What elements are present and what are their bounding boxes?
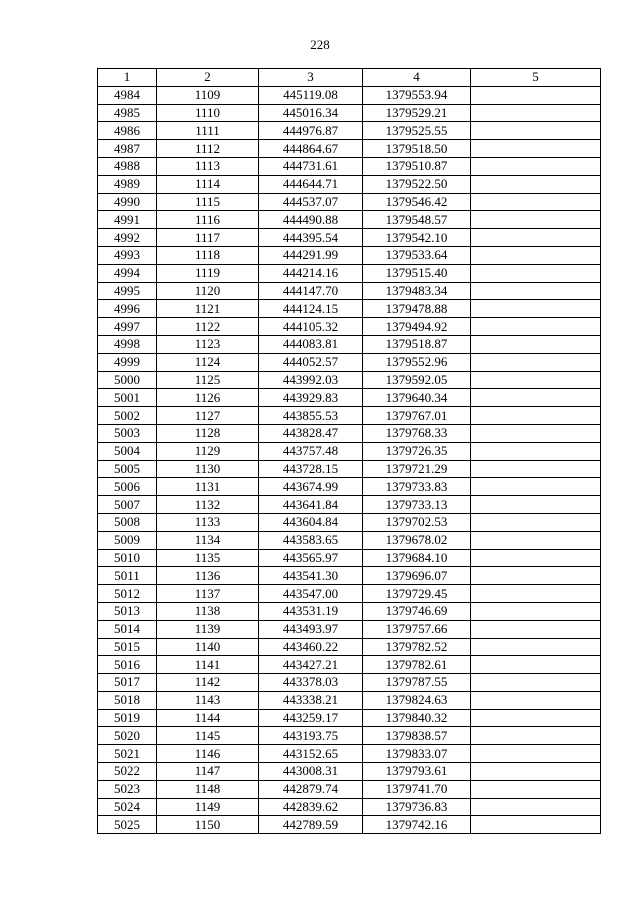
table-cell-col-2: 1112 bbox=[157, 140, 259, 158]
table-cell-col-3: 443193.75 bbox=[259, 727, 363, 745]
table-cell-col-1: 5017 bbox=[98, 674, 157, 692]
table-cell-col-2: 1131 bbox=[157, 478, 259, 496]
table-cell-col-5 bbox=[471, 691, 601, 709]
table-cell-col-4: 1379546.42 bbox=[363, 193, 471, 211]
table-cell-col-2: 1134 bbox=[157, 531, 259, 549]
table-cell-col-3: 444537.07 bbox=[259, 193, 363, 211]
table-cell-col-1: 5001 bbox=[98, 389, 157, 407]
table-cell-col-2: 1148 bbox=[157, 780, 259, 798]
table-cell-col-1: 4993 bbox=[98, 246, 157, 264]
table-cell-col-3: 443541.30 bbox=[259, 567, 363, 585]
table-row bbox=[98, 798, 601, 816]
table-cell-col-1: 5021 bbox=[98, 745, 157, 763]
table-cell-col-1: 5007 bbox=[98, 496, 157, 514]
table-row bbox=[98, 763, 601, 781]
table-row bbox=[98, 674, 601, 692]
table-cell-col-2: 1123 bbox=[157, 335, 259, 353]
table-cell-col-3: 444124.15 bbox=[259, 300, 363, 318]
table-cell-col-3: 444395.54 bbox=[259, 229, 363, 247]
table-cell-col-1: 5023 bbox=[98, 780, 157, 798]
table-cell-col-3: 444083.81 bbox=[259, 335, 363, 353]
table-cell-col-3: 443583.65 bbox=[259, 531, 363, 549]
table-cell-col-5 bbox=[471, 763, 601, 781]
table-cell-col-3: 443152.65 bbox=[259, 745, 363, 763]
table-cell-col-2: 1146 bbox=[157, 745, 259, 763]
table-cell-col-5 bbox=[471, 246, 601, 264]
table-row bbox=[98, 727, 601, 745]
table-cell-col-3: 443460.22 bbox=[259, 638, 363, 656]
table-cell-col-3: 443008.31 bbox=[259, 763, 363, 781]
table-row bbox=[98, 371, 601, 389]
table-cell-col-5 bbox=[471, 371, 601, 389]
table-cell-col-4: 1379678.02 bbox=[363, 531, 471, 549]
table-cell-col-3: 443547.00 bbox=[259, 585, 363, 603]
table-cell-col-4: 1379515.40 bbox=[363, 264, 471, 282]
table-row bbox=[98, 585, 601, 603]
table-row bbox=[98, 513, 601, 531]
table-cell-col-2: 1119 bbox=[157, 264, 259, 282]
table-cell-col-4: 1379552.96 bbox=[363, 353, 471, 371]
page-number: 228 bbox=[310, 37, 330, 52]
table-cell-col-4: 1379510.87 bbox=[363, 157, 471, 175]
table-cell-col-1: 5005 bbox=[98, 460, 157, 478]
table-cell-col-3: 445016.34 bbox=[259, 104, 363, 122]
table-row bbox=[98, 567, 601, 585]
table-cell-col-3: 443757.48 bbox=[259, 442, 363, 460]
table-cell-col-3: 445119.08 bbox=[259, 86, 363, 104]
table-cell-col-5 bbox=[471, 193, 601, 211]
table-cell-col-2: 1137 bbox=[157, 585, 259, 603]
table-cell-col-1: 5018 bbox=[98, 691, 157, 709]
table-cell-col-3: 443338.21 bbox=[259, 691, 363, 709]
table-cell-col-1: 5006 bbox=[98, 478, 157, 496]
table-cell-col-5 bbox=[471, 424, 601, 442]
table-cell-col-5 bbox=[471, 620, 601, 638]
table-cell-col-3: 443855.53 bbox=[259, 407, 363, 425]
table-cell-col-5 bbox=[471, 656, 601, 674]
table-cell-col-2: 1120 bbox=[157, 282, 259, 300]
table-cell-col-3: 443427.21 bbox=[259, 656, 363, 674]
table-cell-col-4: 1379726.35 bbox=[363, 442, 471, 460]
table-row bbox=[98, 407, 601, 425]
table-cell-col-1: 5003 bbox=[98, 424, 157, 442]
table-cell-col-4: 1379840.32 bbox=[363, 709, 471, 727]
table-cell-col-3: 443531.19 bbox=[259, 602, 363, 620]
table-cell-col-1: 5013 bbox=[98, 602, 157, 620]
table-cell-col-5 bbox=[471, 318, 601, 336]
table-cell-col-5 bbox=[471, 496, 601, 514]
table-cell-col-4: 1379741.70 bbox=[363, 780, 471, 798]
table-row bbox=[98, 620, 601, 638]
table-cell-col-5 bbox=[471, 674, 601, 692]
table-cell-col-5 bbox=[471, 709, 601, 727]
table-cell-col-2: 1128 bbox=[157, 424, 259, 442]
table-cell-col-1: 4999 bbox=[98, 353, 157, 371]
table-cell-col-1: 4985 bbox=[98, 104, 157, 122]
column-header-5: 5 bbox=[471, 69, 601, 87]
table-cell-col-2: 1139 bbox=[157, 620, 259, 638]
table-cell-col-4: 1379640.34 bbox=[363, 389, 471, 407]
table-row bbox=[98, 602, 601, 620]
table-row bbox=[98, 549, 601, 567]
table-cell-col-2: 1149 bbox=[157, 798, 259, 816]
table-cell-col-1: 5024 bbox=[98, 798, 157, 816]
table-cell-col-2: 1142 bbox=[157, 674, 259, 692]
table-cell-col-4: 1379525.55 bbox=[363, 122, 471, 140]
table-cell-col-4: 1379494.92 bbox=[363, 318, 471, 336]
table-cell-col-2: 1144 bbox=[157, 709, 259, 727]
table-cell-col-1: 5016 bbox=[98, 656, 157, 674]
table-row bbox=[98, 300, 601, 318]
table-cell-col-1: 5002 bbox=[98, 407, 157, 425]
table-cell-col-2: 1135 bbox=[157, 549, 259, 567]
table-cell-col-5 bbox=[471, 478, 601, 496]
table-row bbox=[98, 175, 601, 193]
table-cell-col-3: 444976.87 bbox=[259, 122, 363, 140]
table-cell-col-4: 1379733.83 bbox=[363, 478, 471, 496]
table-cell-col-3: 444105.32 bbox=[259, 318, 363, 336]
column-header-2: 2 bbox=[157, 69, 259, 87]
table-cell-col-4: 1379702.53 bbox=[363, 513, 471, 531]
table-cell-col-3: 443992.03 bbox=[259, 371, 363, 389]
table-cell-col-2: 1122 bbox=[157, 318, 259, 336]
table-cell-col-4: 1379793.61 bbox=[363, 763, 471, 781]
table-row bbox=[98, 496, 601, 514]
table-cell-col-4: 1379721.29 bbox=[363, 460, 471, 478]
table-cell-col-4: 1379542.10 bbox=[363, 229, 471, 247]
table-cell-col-4: 1379696.07 bbox=[363, 567, 471, 585]
table-cell-col-4: 1379478.88 bbox=[363, 300, 471, 318]
table-row bbox=[98, 193, 601, 211]
table-cell-col-1: 4997 bbox=[98, 318, 157, 336]
table-row bbox=[98, 282, 601, 300]
table-cell-col-5 bbox=[471, 567, 601, 585]
table-cell-col-3: 443259.17 bbox=[259, 709, 363, 727]
table-cell-col-2: 1116 bbox=[157, 211, 259, 229]
table-cell-col-5 bbox=[471, 353, 601, 371]
table-cell-col-4: 1379746.69 bbox=[363, 602, 471, 620]
table-cell-col-3: 444731.61 bbox=[259, 157, 363, 175]
table-cell-col-2: 1130 bbox=[157, 460, 259, 478]
table-cell-col-3: 444291.99 bbox=[259, 246, 363, 264]
table-row bbox=[98, 264, 601, 282]
table-cell-col-1: 4988 bbox=[98, 157, 157, 175]
table-cell-col-5 bbox=[471, 104, 601, 122]
table-cell-col-2: 1124 bbox=[157, 353, 259, 371]
table-cell-col-4: 1379833.07 bbox=[363, 745, 471, 763]
table-cell-col-2: 1132 bbox=[157, 496, 259, 514]
table-header-row bbox=[98, 69, 601, 87]
table-cell-col-3: 444490.88 bbox=[259, 211, 363, 229]
table-cell-col-3: 443378.03 bbox=[259, 674, 363, 692]
table-row bbox=[98, 442, 601, 460]
table-cell-col-1: 4989 bbox=[98, 175, 157, 193]
table-row bbox=[98, 389, 601, 407]
table-cell-col-5 bbox=[471, 389, 601, 407]
table-cell-col-5 bbox=[471, 229, 601, 247]
table-row bbox=[98, 478, 601, 496]
table-cell-col-1: 5004 bbox=[98, 442, 157, 460]
table-cell-col-1: 4991 bbox=[98, 211, 157, 229]
column-header-4: 4 bbox=[363, 69, 471, 87]
table-cell-col-1: 4984 bbox=[98, 86, 157, 104]
table-cell-col-3: 443828.47 bbox=[259, 424, 363, 442]
table-cell-col-1: 4986 bbox=[98, 122, 157, 140]
table-cell-col-5 bbox=[471, 585, 601, 603]
table-cell-col-2: 1140 bbox=[157, 638, 259, 656]
table-cell-col-1: 4996 bbox=[98, 300, 157, 318]
table-cell-col-5 bbox=[471, 157, 601, 175]
table-cell-col-4: 1379684.10 bbox=[363, 549, 471, 567]
table-cell-col-1: 5020 bbox=[98, 727, 157, 745]
table-cell-col-4: 1379782.61 bbox=[363, 656, 471, 674]
table-cell-col-4: 1379548.57 bbox=[363, 211, 471, 229]
table-cell-col-3: 443728.15 bbox=[259, 460, 363, 478]
table-cell-col-2: 1150 bbox=[157, 816, 259, 834]
table-cell-col-5 bbox=[471, 264, 601, 282]
table-cell-col-4: 1379592.05 bbox=[363, 371, 471, 389]
table-row bbox=[98, 104, 601, 122]
table-cell-col-4: 1379838.57 bbox=[363, 727, 471, 745]
table-cell-col-5 bbox=[471, 727, 601, 745]
table-cell-col-1: 5014 bbox=[98, 620, 157, 638]
table-cell-col-1: 4994 bbox=[98, 264, 157, 282]
table-cell-col-4: 1379518.87 bbox=[363, 335, 471, 353]
table-cell-col-5 bbox=[471, 175, 601, 193]
table-cell-col-2: 1138 bbox=[157, 602, 259, 620]
table-cell-col-4: 1379767.01 bbox=[363, 407, 471, 425]
table-cell-col-2: 1133 bbox=[157, 513, 259, 531]
table-cell-col-1: 5022 bbox=[98, 763, 157, 781]
table-row bbox=[98, 86, 601, 104]
table-cell-col-2: 1147 bbox=[157, 763, 259, 781]
table-cell-col-2: 1127 bbox=[157, 407, 259, 425]
table-cell-col-1: 4998 bbox=[98, 335, 157, 353]
table-cell-col-4: 1379533.64 bbox=[363, 246, 471, 264]
table-cell-col-3: 443493.97 bbox=[259, 620, 363, 638]
table-cell-col-1: 5008 bbox=[98, 513, 157, 531]
table-cell-col-5 bbox=[471, 140, 601, 158]
table-cell-col-2: 1115 bbox=[157, 193, 259, 211]
column-header-3: 3 bbox=[259, 69, 363, 87]
table-row bbox=[98, 335, 601, 353]
table-cell-col-5 bbox=[471, 513, 601, 531]
table-row bbox=[98, 140, 601, 158]
table-row bbox=[98, 816, 601, 834]
table-cell-col-4: 1379787.55 bbox=[363, 674, 471, 692]
table-cell-col-4: 1379736.83 bbox=[363, 798, 471, 816]
table-row bbox=[98, 122, 601, 140]
table-row bbox=[98, 157, 601, 175]
table-cell-col-5 bbox=[471, 122, 601, 140]
table-cell-col-3: 443604.84 bbox=[259, 513, 363, 531]
table-cell-col-2: 1110 bbox=[157, 104, 259, 122]
table-cell-col-3: 443565.97 bbox=[259, 549, 363, 567]
table-cell-col-5 bbox=[471, 816, 601, 834]
table-row bbox=[98, 531, 601, 549]
table-cell-col-2: 1136 bbox=[157, 567, 259, 585]
table-cell-col-2: 1141 bbox=[157, 656, 259, 674]
table-row bbox=[98, 691, 601, 709]
table-cell-col-1: 4987 bbox=[98, 140, 157, 158]
table-cell-col-2: 1114 bbox=[157, 175, 259, 193]
table-cell-col-3: 443929.83 bbox=[259, 389, 363, 407]
table-row bbox=[98, 353, 601, 371]
table-row bbox=[98, 211, 601, 229]
table-cell-col-4: 1379518.50 bbox=[363, 140, 471, 158]
table-cell-col-4: 1379529.21 bbox=[363, 104, 471, 122]
table-cell-col-1: 5010 bbox=[98, 549, 157, 567]
table-row bbox=[98, 246, 601, 264]
table-cell-col-3: 444147.70 bbox=[259, 282, 363, 300]
table-cell-col-5 bbox=[471, 460, 601, 478]
table-cell-col-5 bbox=[471, 780, 601, 798]
table-cell-col-2: 1126 bbox=[157, 389, 259, 407]
table-cell-col-1: 4995 bbox=[98, 282, 157, 300]
table-cell-col-1: 5000 bbox=[98, 371, 157, 389]
table-cell-col-4: 1379782.52 bbox=[363, 638, 471, 656]
table-row bbox=[98, 709, 601, 727]
table-cell-col-3: 442839.62 bbox=[259, 798, 363, 816]
table-cell-col-4: 1379553.94 bbox=[363, 86, 471, 104]
table-row bbox=[98, 229, 601, 247]
table-cell-col-5 bbox=[471, 335, 601, 353]
table-cell-col-5 bbox=[471, 602, 601, 620]
table-cell-col-3: 444864.67 bbox=[259, 140, 363, 158]
table-cell-col-1: 5011 bbox=[98, 567, 157, 585]
table-cell-col-2: 1113 bbox=[157, 157, 259, 175]
table-cell-col-5 bbox=[471, 211, 601, 229]
table-cell-col-1: 5025 bbox=[98, 816, 157, 834]
table-cell-col-2: 1118 bbox=[157, 246, 259, 264]
table-cell-col-5 bbox=[471, 638, 601, 656]
table-cell-col-4: 1379522.50 bbox=[363, 175, 471, 193]
table-cell-col-3: 442789.59 bbox=[259, 816, 363, 834]
table-cell-col-5 bbox=[471, 531, 601, 549]
table-row bbox=[98, 638, 601, 656]
table-cell-col-4: 1379757.66 bbox=[363, 620, 471, 638]
table-cell-col-2: 1129 bbox=[157, 442, 259, 460]
table-cell-col-1: 5012 bbox=[98, 585, 157, 603]
table-row bbox=[98, 656, 601, 674]
table-cell-col-4: 1379824.63 bbox=[363, 691, 471, 709]
table-body bbox=[98, 86, 601, 833]
table-cell-col-4: 1379742.16 bbox=[363, 816, 471, 834]
column-header-1: 1 bbox=[98, 69, 157, 87]
table-cell-col-5 bbox=[471, 407, 601, 425]
table-cell-col-2: 1121 bbox=[157, 300, 259, 318]
table-cell-col-1: 4990 bbox=[98, 193, 157, 211]
table-cell-col-2: 1145 bbox=[157, 727, 259, 745]
table-cell-col-5 bbox=[471, 745, 601, 763]
table-cell-col-2: 1125 bbox=[157, 371, 259, 389]
table-cell-col-1: 5009 bbox=[98, 531, 157, 549]
table-cell-col-5 bbox=[471, 549, 601, 567]
table-cell-col-1: 5015 bbox=[98, 638, 157, 656]
table-cell-col-5 bbox=[471, 442, 601, 460]
table-cell-col-3: 444052.57 bbox=[259, 353, 363, 371]
table-row bbox=[98, 745, 601, 763]
table-cell-col-5 bbox=[471, 282, 601, 300]
coordinates-table bbox=[97, 68, 601, 834]
table-cell-col-4: 1379729.45 bbox=[363, 585, 471, 603]
table-cell-col-3: 444644.71 bbox=[259, 175, 363, 193]
table-cell-col-5 bbox=[471, 798, 601, 816]
table-cell-col-2: 1111 bbox=[157, 122, 259, 140]
table-cell-col-1: 5019 bbox=[98, 709, 157, 727]
table-cell-col-2: 1117 bbox=[157, 229, 259, 247]
table-row bbox=[98, 318, 601, 336]
table-cell-col-1: 4992 bbox=[98, 229, 157, 247]
table-cell-col-2: 1143 bbox=[157, 691, 259, 709]
table-row bbox=[98, 780, 601, 798]
table-row bbox=[98, 460, 601, 478]
table-cell-col-4: 1379733.13 bbox=[363, 496, 471, 514]
table-cell-col-4: 1379768.33 bbox=[363, 424, 471, 442]
table-cell-col-3: 444214.16 bbox=[259, 264, 363, 282]
table-cell-col-2: 1109 bbox=[157, 86, 259, 104]
table-cell-col-5 bbox=[471, 300, 601, 318]
table-cell-col-3: 442879.74 bbox=[259, 780, 363, 798]
table-cell-col-4: 1379483.34 bbox=[363, 282, 471, 300]
table-cell-col-3: 443674.99 bbox=[259, 478, 363, 496]
table-cell-col-3: 443641.84 bbox=[259, 496, 363, 514]
table-row bbox=[98, 424, 601, 442]
table-cell-col-5 bbox=[471, 86, 601, 104]
